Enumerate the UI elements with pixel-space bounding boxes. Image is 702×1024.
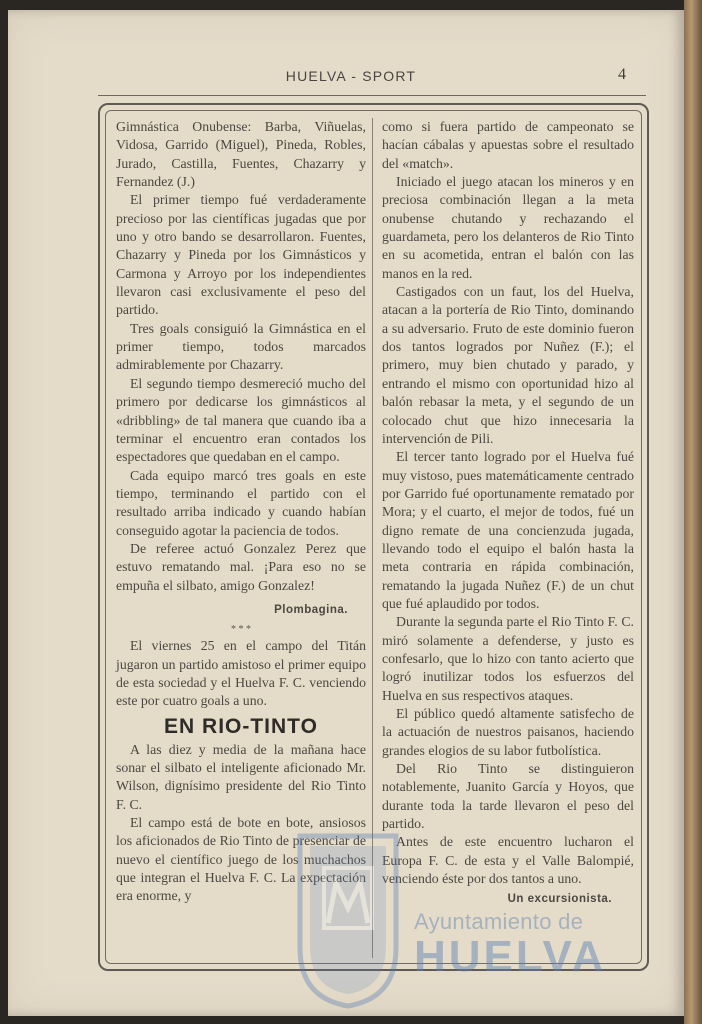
paragraph: A las diez y media de la mañana hace sonar el silbato el inteligente aficionado Mr. Wilson, dignísimo presidente del Rio Tinto F. C.: [116, 741, 366, 812]
paragraph: El segundo tiempo desmereció mucho del primero por dedicarse los gimnásticos al «dribbling» de tal manera que cuando iba a terminar el encuentro eran contados los espectadores que quedaban en el campo.: [116, 375, 366, 465]
paragraph: Tres goals consiguió la Gimnástica en el primer tiempo, todos marcados admirablemente por Chazarry.: [116, 320, 366, 373]
section-title: EN RIO-TINTO: [164, 714, 318, 738]
paragraph: como si fuera partido de campeonato se hacían cábalas y apuestas sobre el resultado del «match».: [382, 119, 634, 171]
paragraph: Iniciado el juego atacan los mineros y en preciosa combinación llegan a la meta onubense chutando y rechazando el guardameta, pero los delanteros de Rio Tinto en su acometida, entran el balón con las manos en la red.: [382, 174, 634, 281]
running-title: HUELVA - SPORT: [285, 68, 417, 84]
signature-excursionista: Un excursionista.: [507, 893, 612, 906]
paragraph: El primer tiempo fué verdaderamente precioso por las científicas jugadas que por uno y otro bando se desarrollaron. Fuentes, Chazarry y Pineda por los Gimnásticos y Carmona y Arroyo por los independientes llevaron casi exclusivamente el peso del partido.: [116, 192, 366, 318]
paragraph: El viernes 25 en el campo del Titán jugaron un partido amistoso el primer equipo de esta sociedad y el Huelva F. C. venciendo este por cuatro goals a uno.: [116, 638, 366, 709]
paragraph: El tercer tanto logrado por el Huelva fué muy vistoso, pues matemáticamente centrado por Garrido fué oportunamente rematado por Mora; y el cuarto, el mejor de todos, fué un digno remate de una concienzuda jugada, llevando todo el equipo el balón hasta la meta contraria en rápida combinación, rematando la jugada Nuñez (F.) de un chut que fué aplaudido por todos.: [382, 449, 634, 611]
header-rule: [98, 95, 646, 96]
left-column: [116, 118, 366, 906]
paragraph: Del Rio Tinto se distinguieron notablemente, Juanito García y Hoyos, que durante toda la tarde llevaron el peso del partido.: [382, 761, 634, 832]
paragraph: Cada equipo marcó tres goals en este tiempo, terminando el partido con el resultado arriba indicado y cuando habían conseguido agotar la paciencia de todos.: [116, 467, 366, 538]
asterism-separator: * * *: [231, 624, 251, 636]
municipal-watermark: [414, 910, 634, 980]
signature-plombagina: Plombagina.: [274, 603, 348, 616]
book-spine: [684, 0, 702, 1024]
paragraph: De referee actuó Gonzalez Perez que estuvo rematando mal. ¡Para eso no se empuña el silbato, amigo Gonzalez!: [116, 540, 366, 593]
paragraph: Castigados con un faut, los del Huelva, atacan a la portería de Rio Tinto, dominando a su adversario. Fruto de este dominio fueron dos tantos logrados por Nuñez (F.); el primero, muy bien chutado y parado, y entrando el mismo con oportunidad hizo al balón rebasar la meta, y el segundo de un colocado chut que hizo innecesaria la intervención de Pili.: [382, 284, 634, 446]
right-column: [382, 118, 634, 909]
watermark-line2: HUELVA: [414, 932, 607, 981]
lineup-paragraph: Gimnástica Onubense: Barba, Viñuelas, Vidosa, Garrido (Miguel), Pineda, Robles, Jurado, Castilla, Fuentes, Chazarry y Fernandez (J.): [116, 119, 366, 190]
page-number: 4: [618, 66, 626, 83]
watermark-line1: Ayuntamiento de: [414, 909, 584, 934]
paragraph: Antes de este encuentro lucharon el Europa F. C. de esta y el Valle Balompié, venciendo éste por dos tantos a uno.: [382, 834, 634, 887]
paragraph: El público quedó altamente satisfecho de la actuación de nuestros paisanos, haciendo grandes elogios de su labor futbolística.: [382, 706, 634, 758]
paragraph: El campo está de bote en bote, ansiosos los aficionados de Rio Tinto de presenciar de nuevo el científico juego de los muchachos que integran el Huelva F. C. La expectación era enorme, y: [116, 815, 366, 904]
paragraph: Durante la segunda parte el Rio Tinto F. C. miró solamente a defenderse, y justo es confesarlo, que lo hizo con tanto acierto que logró inutilizar todos los esfuerzos del Huelva en sus respectivos ataques.: [382, 614, 634, 703]
city-seal-watermark: [294, 828, 402, 1010]
